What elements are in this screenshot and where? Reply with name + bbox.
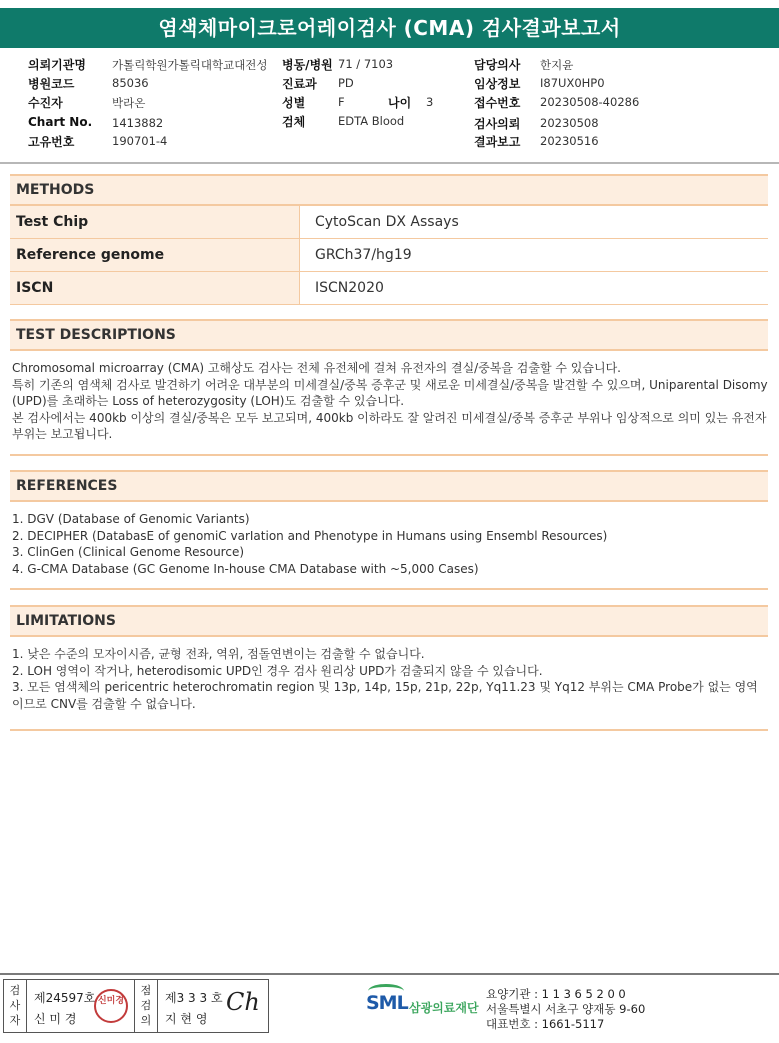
description-line: 본 검사에서는 400kb 이상의 결실/중복은 모두 보고되며, 400kb 이하라도 잘 알려진 미세결실/중복 증후군 부위나 임상적으로 의미 있는 유전자 부위는 보고됩니다. — [12, 410, 767, 441]
request-date-label: 검사의뢰 — [474, 117, 521, 131]
methods-value: CytoScan DX Assays — [315, 214, 459, 230]
limitations-list — [12, 646, 768, 712]
organization-name: 삼광의료재단 — [409, 1001, 479, 1015]
requesting-institution-label: 의뢰기관명 — [28, 58, 86, 72]
header-divider — [0, 162, 779, 164]
clinical-info: I87UX0HP0 — [540, 76, 605, 90]
report-title: 염색체마이크로어레이검사 (CMA) 검사결과보고서 — [0, 8, 779, 48]
ward-label: 병동/병원 — [282, 58, 333, 72]
methods-key: Test Chip — [10, 206, 300, 238]
reviewer-label: 점검의 — [140, 984, 152, 1027]
examiner-label: 검사자 — [9, 984, 21, 1027]
methods-row — [10, 206, 768, 239]
signature-box — [3, 979, 269, 1033]
hospital-code: 85036 — [112, 76, 149, 90]
reviewer-license: 제3 3 3 호 — [165, 991, 223, 1005]
references-heading: REFERENCES — [10, 470, 768, 502]
request-date: 20230508 — [540, 116, 599, 130]
report-date-label: 결과보고 — [474, 135, 521, 149]
test-descriptions-heading: TEST DESCRIPTIONS — [10, 319, 768, 351]
age-label: 나이 — [388, 96, 412, 110]
description-line: Chromosomal microarray (CMA) 고해상도 검사는 전체 유전체에 걸쳐 유전자의 결실/중복을 검출할 수 있습니다. — [12, 361, 621, 375]
ward: 71 / 7103 — [338, 57, 394, 71]
sex: F — [338, 95, 345, 109]
chart-label: Chart No. — [28, 115, 93, 129]
unique-number: 190701-4 — [112, 134, 168, 148]
signature-separator — [157, 980, 158, 1032]
patient-label: 수진자 — [28, 96, 63, 110]
footer-divider — [0, 973, 779, 975]
examiner-name: 신 미 경 — [34, 1012, 77, 1026]
signature-icon: Ch — [226, 988, 260, 1016]
patient-info-block — [0, 54, 779, 154]
department-label: 진료과 — [282, 77, 317, 91]
requesting-institution: 가톨릭학원가톨릭대학교대전성 — [112, 58, 268, 72]
methods-row — [10, 272, 768, 305]
methods-key: Reference genome — [10, 239, 300, 271]
organization-address: 서울특별시 서초구 양재동 9-60 — [486, 1002, 646, 1016]
sex-label: 성별 — [282, 96, 306, 110]
report-date: 20230516 — [540, 134, 599, 148]
specimen: EDTA Blood — [338, 114, 405, 128]
signature-separator — [26, 980, 27, 1032]
age: 3 — [426, 95, 434, 109]
limitation-item: 1. 낮은 수준의 모자이시즘, 균형 전좌, 역위, 점돌연변이는 검출할 수 없습니다. — [12, 647, 425, 661]
signature-separator — [134, 980, 135, 1032]
reference-item: 1. DGV (Database of Genomic Variants) — [12, 512, 250, 526]
methods-key: ISCN — [10, 272, 300, 304]
seal-stamp-icon: 신미경 — [94, 989, 128, 1023]
specimen-label: 검체 — [282, 115, 306, 129]
reference-item: 2. DECIPHER (DatabasE of genomiC varIation and Phenotype in Humans using Ensembl Resources) — [12, 528, 608, 543]
clinical-info-label: 임상정보 — [474, 77, 521, 91]
methods-value: GRCh37/hg19 — [315, 247, 412, 263]
accession-label: 접수번호 — [474, 96, 521, 110]
reference-item: 4. G-CMA Database (GC Genome In-house CMA Database with ~5,000 Cases) — [12, 561, 479, 576]
organization-phone: 대표번호 : 1661-5117 — [486, 1017, 605, 1031]
limitations-heading: LIMITATIONS — [10, 605, 768, 637]
reviewer-name: 지 현 영 — [165, 1012, 208, 1026]
accession-number: 20230508-40286 — [540, 95, 640, 109]
reference-item: 3. ClinGen (Clinical Genome Resource) — [12, 545, 245, 559]
chart-number: 1413882 — [112, 116, 164, 130]
references-list — [12, 511, 768, 577]
methods-row — [10, 239, 768, 272]
examiner-license: 제24597호 — [34, 991, 96, 1005]
limitation-item: 2. LOH 영역이 작거나, heterodisomic UPD인 경우 검사 원리상 UPD가 검출되지 않을 수 있습니다. — [12, 663, 543, 678]
test-descriptions-text — [12, 360, 768, 443]
hospital-code-label: 병원코드 — [28, 77, 75, 91]
unique-number-label: 고유번호 — [28, 135, 75, 149]
doctor-label: 담당의사 — [474, 58, 521, 72]
department: PD — [338, 76, 354, 90]
section-divider — [10, 588, 768, 590]
methods-value: ISCN2020 — [315, 280, 384, 296]
care-institution-code: 요양기관 : 1 1 3 6 5 2 0 0 — [486, 987, 626, 1001]
limitation-item: 3. 모든 염색체의 pericentric heterochromatin region 및 13p, 14p, 15p, 21p, 22p, Yq11.23 및 Yq12 부위는 CMA Probe가 없는 영역이므로 CNV를 검출할 수 없습니다. — [12, 680, 758, 711]
description-line: 특히 기존의 염색체 검사로 발견하기 어려운 대부분의 미세결실/중복 증후군 및 새로운 미세결실/중복을 발견할 수 있으며, Uniparental Disomy (UPD)를 초래하는 Loss of heterozygosity (LOH)도 검출할 수 있습니다. — [12, 377, 768, 408]
section-divider — [10, 729, 768, 731]
patient-name: 박라온 — [112, 96, 146, 110]
methods-heading: METHODS — [10, 174, 768, 206]
section-divider — [10, 454, 768, 456]
sml-logo: SML — [366, 992, 408, 1014]
doctor: 한지윤 — [540, 58, 574, 72]
